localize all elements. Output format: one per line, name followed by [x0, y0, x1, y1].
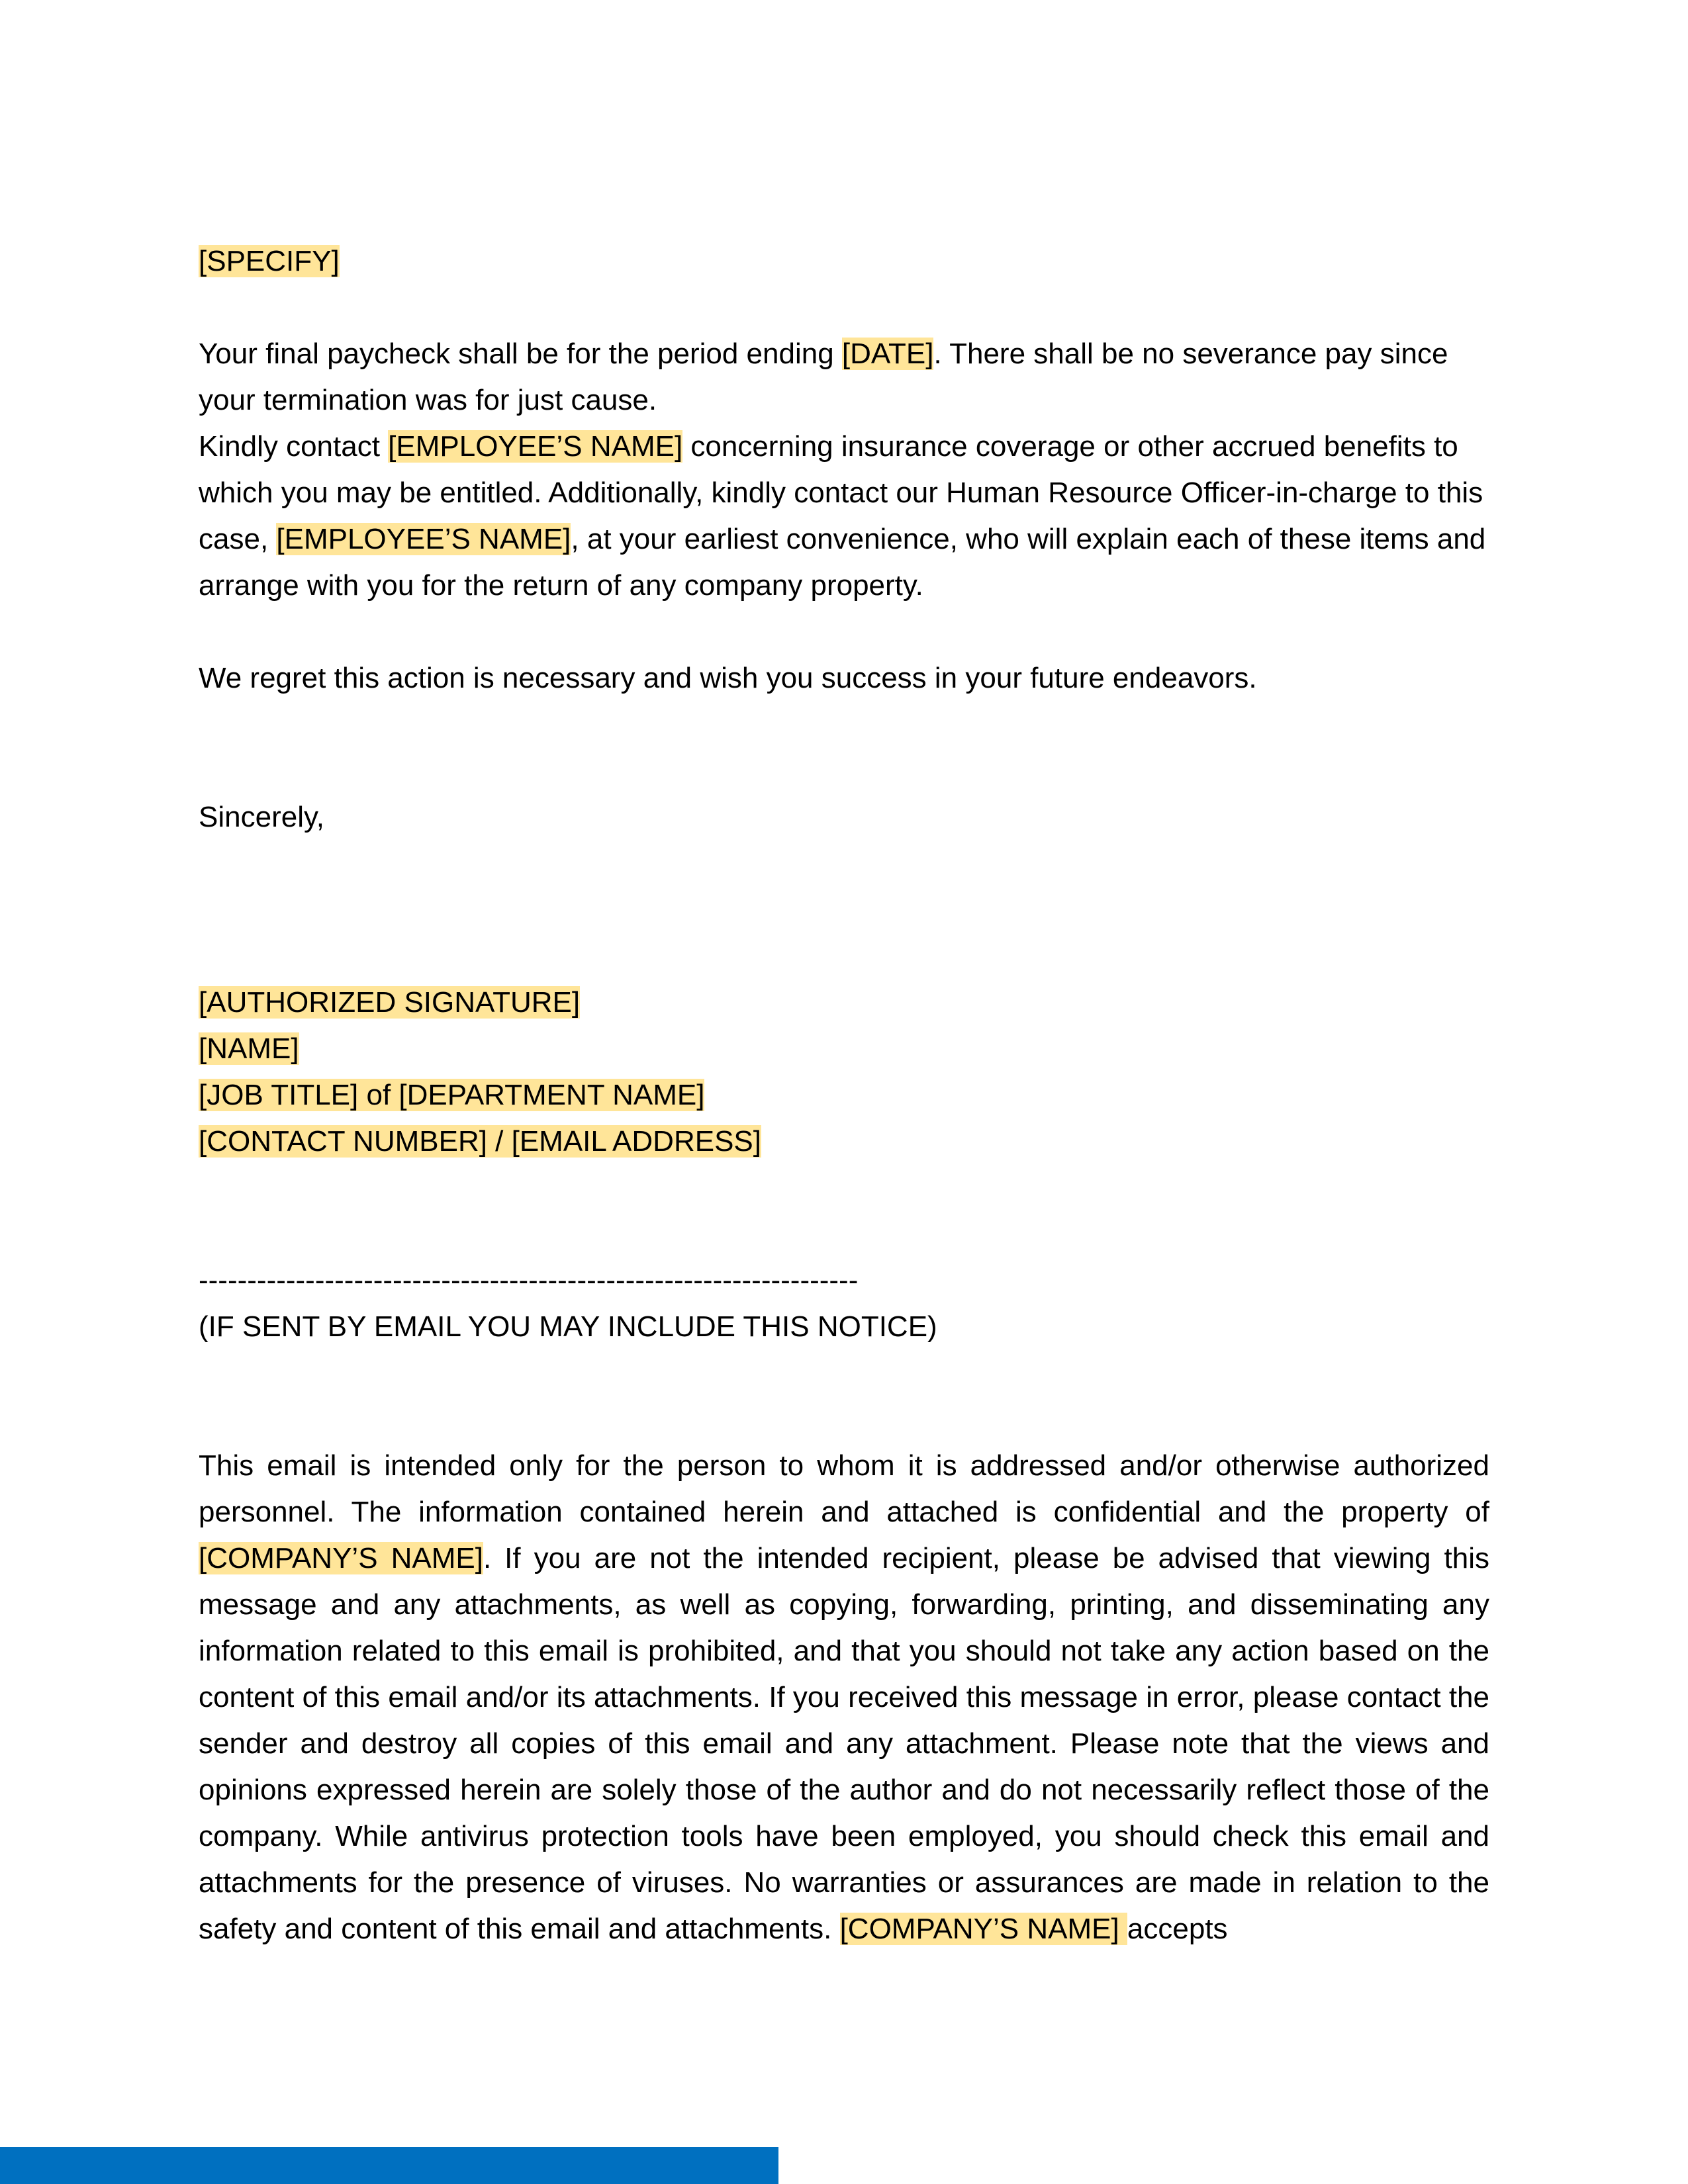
notice-divider: -------------------------------------------------------------------- [199, 1264, 859, 1297]
signature-block-title [199, 1072, 1489, 1118]
letter-body [199, 238, 1489, 1952]
signature-block-authorized [199, 979, 1489, 1026]
specify-placeholder [199, 238, 1489, 285]
name-placeholder: [NAME] [199, 1032, 299, 1065]
paycheck-paragraph [199, 331, 1489, 424]
closing-text: Sincerely, [199, 801, 324, 833]
spacer [199, 702, 1489, 794]
notice-text: accepts [1127, 1913, 1228, 1945]
confidentiality-notice [199, 1443, 1489, 1952]
paragraph-text: concerning insurance coverage or other accrued benefits to which you may be entitled. Additionally, kindly contact our Human Resource Officer-in-charge to this case, [199, 430, 1483, 555]
paragraph-text: Your final paycheck shall be for the period ending [199, 338, 842, 370]
footer-accent-bar [0, 2147, 778, 2184]
authorized-signature-placeholder: [AUTHORIZED SIGNATURE] [199, 986, 581, 1019]
paragraph-text: . There shall be no severance pay since your termination was for just cause. [199, 338, 1448, 416]
company-name-placeholder: [COMPANY’S NAME] [199, 1542, 483, 1574]
paragraph-text: , at your earliest convenience, who will explain each of these items and arrange with you for the return of any company property. [199, 523, 1486, 602]
employee-name-placeholder: [EMPLOYEE’S NAME] [388, 430, 683, 463]
employee-name-placeholder: [EMPLOYEE’S NAME] [276, 523, 571, 555]
signature-block-contact [199, 1118, 1489, 1165]
job-title-placeholder: [JOB TITLE] of [DEPARTMENT NAME] [199, 1079, 705, 1111]
company-name-placeholder: [COMPANY’S NAME] [839, 1913, 1127, 1945]
spacer [199, 609, 1489, 655]
date-placeholder: [DATE] [841, 338, 934, 370]
spacer [199, 1165, 1489, 1257]
signature-block-name [199, 1026, 1489, 1072]
contact-paragraph [199, 424, 1489, 609]
regret-paragraph: We regret this action is necessary and wish you success in your future endeavors. [199, 662, 1257, 694]
placeholder-highlight: [SPECIFY] [199, 245, 340, 277]
notice-heading: (IF SENT BY EMAIL YOU MAY INCLUDE THIS NOTICE) [199, 1310, 937, 1343]
contact-placeholder: [CONTACT NUMBER] / [EMAIL ADDRESS] [199, 1125, 761, 1158]
spacer [199, 285, 1489, 331]
signature-space [199, 841, 1489, 979]
notice-text: This email is intended only for the person to whom it is addressed and/or otherwise authorized personnel. The information contained herein and attached is confidential and the property of [199, 1449, 1489, 1528]
notice-text: . If you are not the intended recipient, please be advised that viewing this message and any attachments, as well as copying, forwarding, printing, and disseminating any information related to this email is prohibited, and that you should not take any action based on the content of this email and/or its attachments. If you received this message in error, please contact the sender and destroy all copies of this email and any attachment. Please note that the views and opinions expressed herein are solely those of the author and do not necessarily reflect those of the company. While antivirus protection tools have been employed, you should check this email and attachments for the presence of viruses. No warranties or assurances are made in relation to the safety and content of this email and attachments. [199, 1542, 1490, 1945]
spacer [199, 1350, 1489, 1443]
paragraph-text: Kindly contact [199, 430, 389, 463]
